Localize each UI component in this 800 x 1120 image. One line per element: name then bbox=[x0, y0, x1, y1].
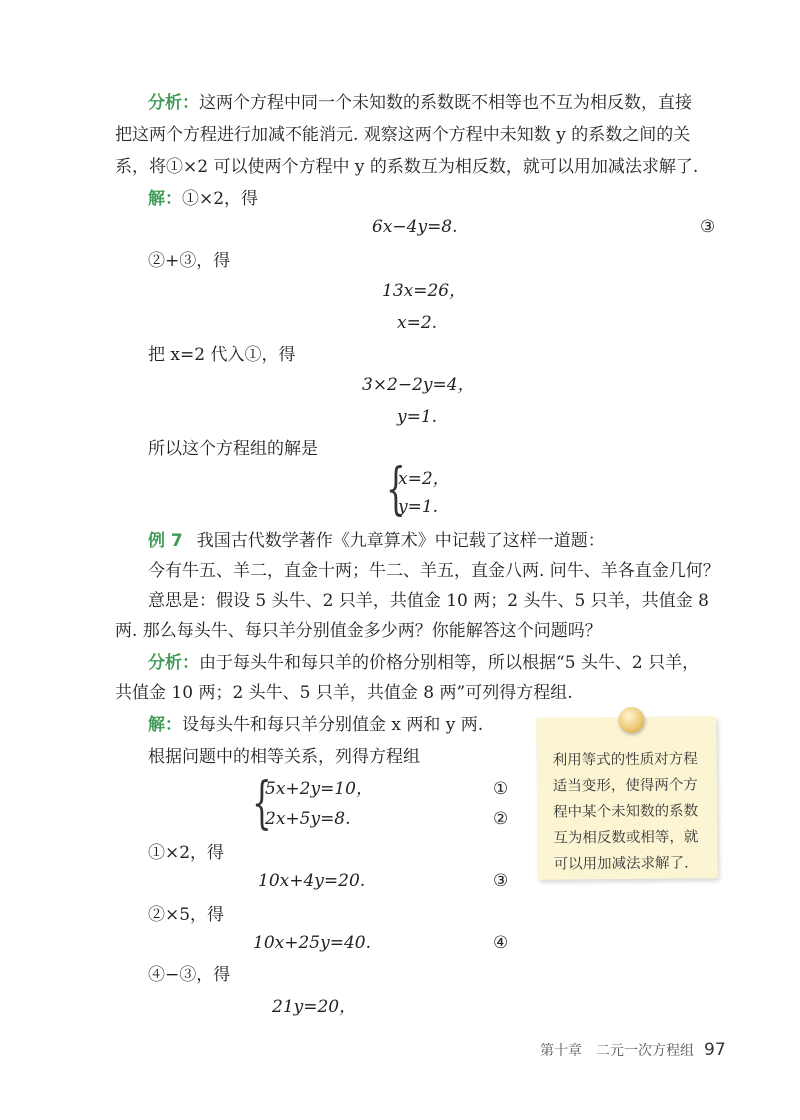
analysis-paragraph-line-3: 系，将①×2 可以使两个方程中 y 的系数互为相反数，就可以用加减法求解了. bbox=[115, 157, 699, 177]
equation-substituted: 3×2−2y=4， bbox=[362, 375, 475, 395]
example-label: 例 7 bbox=[148, 531, 183, 551]
analysis-2-line-2: 共值金 10 两；2 头牛、5 只羊，共值金 8 两”可列得方程组. bbox=[115, 683, 573, 703]
equation-13x: 13x=26， bbox=[382, 281, 467, 301]
solution-step-3: 把 x=2 代入①，得 bbox=[148, 345, 296, 365]
system-equation-2: 2x+5y=8. bbox=[265, 809, 351, 829]
solution-step-2: ②+③，得 bbox=[148, 251, 231, 271]
solution-step-4: 所以这个方程组的解是 bbox=[148, 439, 318, 459]
analysis-text: 这两个方程中同一个未知数的系数既不相等也不互为相反数，直接 bbox=[199, 93, 692, 113]
example-7-meaning-line-1: 意思是：假设 5 头牛、2 只羊，共值金 10 两；2 头牛、5 只羊，共值金 8 bbox=[148, 591, 709, 611]
system-equation-1: 5x+2y=10， bbox=[265, 779, 373, 799]
solution-step-1: 解：①×2，得 bbox=[148, 189, 259, 209]
example-7-meaning-line-2: 两. 那么每头牛、每只羊分别值金多少两？你能解答这个问题吗？ bbox=[115, 621, 602, 641]
analysis-2-label: 分析： bbox=[148, 653, 199, 673]
equation-10x-25y: 10x+25y=40. bbox=[253, 933, 371, 953]
equation-10x-4y-tag: ③ bbox=[493, 871, 509, 891]
analysis-2-line-1: 分析：由于每头牛和每只羊的价格分别相等，所以根据“5 头牛、2 只羊， bbox=[148, 653, 700, 673]
page-number: 97 bbox=[704, 1040, 726, 1060]
system-equation-2-tag: ② bbox=[493, 809, 509, 829]
system-brace-1: { bbox=[386, 457, 406, 522]
equation-3-tag: ③ bbox=[700, 217, 716, 237]
analysis-label: 分析： bbox=[148, 93, 199, 113]
analysis-paragraph-line-2: 把这两个方程进行加减不能消元. 观察这两个方程中未知数 y 的系数之间的关 bbox=[115, 125, 691, 145]
analysis-paragraph-line-1 bbox=[148, 90, 692, 116]
page-footer bbox=[540, 1040, 726, 1060]
solution-y: y=1. bbox=[398, 497, 439, 517]
system-brace-2: { bbox=[252, 771, 272, 836]
solution-2-setup: 解：设每头牛和每只羊分别值金 x 两和 y 两. bbox=[148, 715, 484, 735]
solution-2-step-2: ②×5，得 bbox=[148, 905, 225, 925]
equation-x: x=2. bbox=[397, 313, 438, 333]
solution-label: 解： bbox=[148, 189, 182, 209]
example-7-heading: 例 7 我国古代数学著作《九章算术》中记载了这样一道题： bbox=[148, 531, 605, 551]
equation-10x-25y-tag: ④ bbox=[493, 933, 509, 953]
solution-2-step-1: ①×2，得 bbox=[148, 843, 225, 863]
equation-21y: 21y=20， bbox=[272, 997, 357, 1017]
solution-2-label: 解： bbox=[148, 715, 182, 735]
tip-note bbox=[536, 716, 717, 880]
equation-y: y=1. bbox=[397, 407, 438, 427]
system-equation-1-tag: ① bbox=[493, 779, 509, 799]
equation-10x-4y: 10x+4y=20. bbox=[258, 871, 366, 891]
tip-note-text: 利用等式的性质对方程适当变形，使得两个方程中某个未知数的系数互为相反数或相等，就可以用加减法求解了. bbox=[552, 751, 699, 873]
solution-x: x=2， bbox=[398, 469, 450, 489]
pushpin-icon bbox=[618, 707, 644, 733]
solution-2-relation: 根据问题中的相等关系，列得方程组 bbox=[148, 747, 420, 767]
solution-2-step-3: ④−③，得 bbox=[148, 965, 231, 985]
equation-3: 6x−4y=8. bbox=[372, 217, 458, 237]
chapter-title: 第十章 二元一次方程组 bbox=[540, 1043, 694, 1059]
example-7-problem: 今有牛五、羊二，直金十两；牛二、羊五，直金八两. 问牛、羊各直金几何？ bbox=[148, 561, 720, 581]
